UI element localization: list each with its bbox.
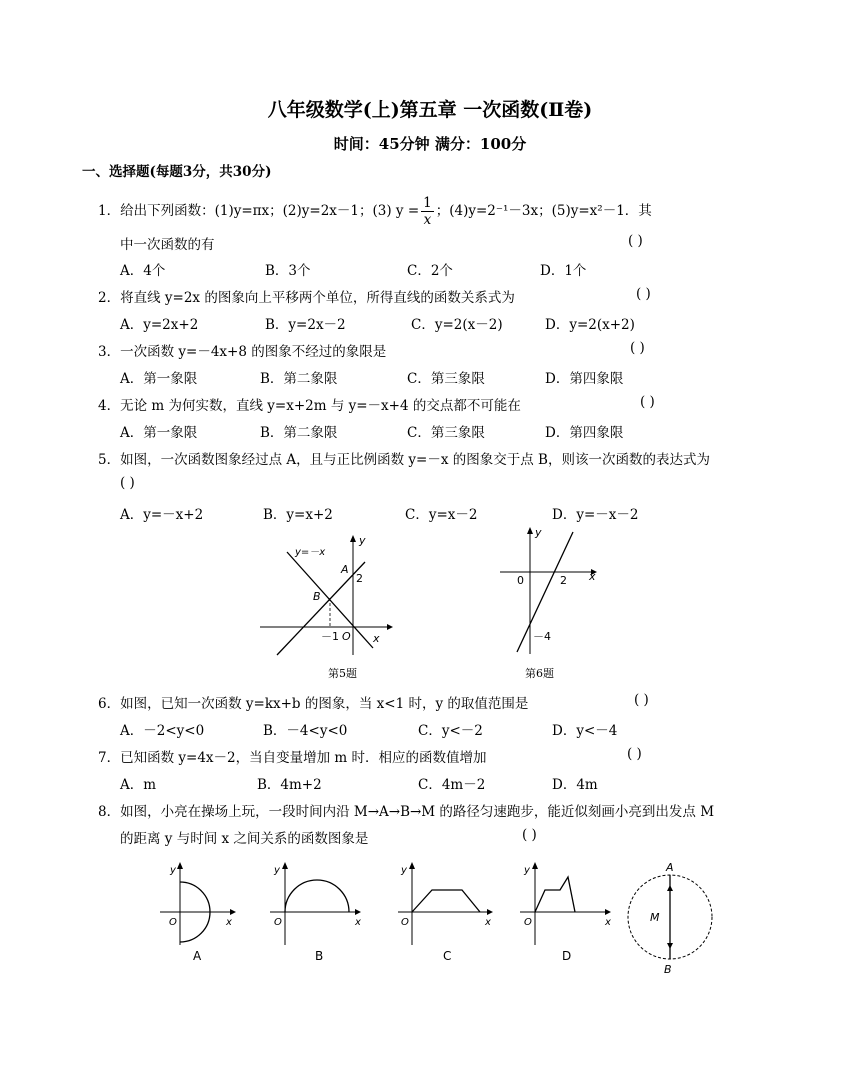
graph-curve <box>285 880 349 912</box>
graph-label: C <box>443 949 452 963</box>
graph-c <box>398 862 493 963</box>
question-text: 如图，小亮在操场上玩，一段时间内沿 M→A→B→M 的路径匀速跑步，能近似刻画小亮到出发点 M <box>120 804 715 820</box>
option-c: C．第三象限 <box>407 371 485 387</box>
graph-curve <box>535 877 575 912</box>
arrow-up-icon <box>667 885 673 891</box>
x-axis-label: x <box>589 570 596 583</box>
option-b: B．第二象限 <box>260 371 338 387</box>
answer-blank: ( ) <box>640 394 655 410</box>
figure-6-caption: 第6题 <box>525 667 554 680</box>
question-number: 6． <box>98 696 121 712</box>
option-a: A．y=－x+2 <box>120 507 204 523</box>
answer-blank: ( ) <box>522 827 537 843</box>
option-d: D．y<－4 <box>552 723 618 739</box>
question-8-line2: 的距离 y 与时间 x 之间关系的函数图象是 <box>120 831 369 847</box>
option-b: B．3个 <box>265 263 311 279</box>
exam-info: 时间：45分钟 满分：100分 <box>333 135 527 153</box>
question-5 <box>98 448 710 468</box>
graph-curve <box>412 890 480 912</box>
option-b: B．y=2x－2 <box>265 317 346 333</box>
figure-5 <box>255 530 395 660</box>
question-4 <box>98 394 521 414</box>
option-c: C．4m－2 <box>418 777 486 793</box>
question-text: 已知函数 y=4x－2，当自变量增加 m 时．相应的函数值增加 <box>120 750 487 766</box>
option-a: A．第一象限 <box>120 371 198 387</box>
question-6 <box>98 692 528 712</box>
page-title: 八年级数学(上)第五章 一次函数(Ⅱ卷) <box>267 99 593 121</box>
question-2 <box>98 286 515 306</box>
x-axis-label: x <box>226 917 232 928</box>
option-d: D．4m <box>552 777 598 793</box>
origin-label: O <box>401 917 409 928</box>
question-1 <box>98 195 652 228</box>
graph-d <box>520 862 611 963</box>
line-label: y=－x <box>295 547 326 558</box>
question-number: 7． <box>98 750 121 766</box>
tick-neg4-label: －4 <box>533 630 551 643</box>
question-text: 将直线 y=2x 的图象向上平移两个单位，所得直线的函数关系式为 <box>120 290 515 306</box>
origin-label: O <box>342 630 351 643</box>
origin-label: O <box>169 917 177 928</box>
question-7 <box>98 746 487 766</box>
option-d: D．y=2(x+2) <box>545 317 635 333</box>
y-axis-label: y <box>535 526 542 539</box>
point-B-label: B <box>664 963 672 976</box>
answer-blank: ( ) <box>628 233 643 249</box>
option-a: A．－2<y<0 <box>120 723 205 739</box>
answer-blank: ( ) <box>120 475 135 491</box>
answer-blank: ( ) <box>627 746 642 762</box>
section-heading: 一、选择题(每题3分，共30分) <box>82 164 272 180</box>
figure-6 <box>495 522 605 660</box>
option-c: C．y=x－2 <box>405 507 478 523</box>
option-a: A．第一象限 <box>120 425 198 441</box>
answer-blank: ( ) <box>630 340 645 356</box>
figure-8 <box>150 855 810 980</box>
option-b: B．4m+2 <box>257 777 322 793</box>
option-b: B．第二象限 <box>260 425 338 441</box>
question-number: 8． <box>98 804 121 820</box>
fraction <box>421 195 434 228</box>
question-text: 给出下列函数：(1)y=πx；(2)y=2x－1；(3) y = <box>120 203 420 219</box>
question-number: 5． <box>98 452 121 468</box>
point-B-label: B <box>313 590 321 603</box>
fraction-denominator: x <box>423 212 432 228</box>
question-8 <box>98 800 714 820</box>
x-axis-arrow <box>387 624 393 630</box>
y-axis-label: y <box>274 865 280 876</box>
answer-blank: ( ) <box>636 286 651 302</box>
option-a: A．y=2x+2 <box>120 317 199 333</box>
answer-blank: ( ) <box>634 692 649 708</box>
option-b: B．－4<y<0 <box>263 723 348 739</box>
question-text-cont: ；(4)y=2⁻¹－3x；(5)y=x²－1．其 <box>435 203 652 219</box>
point-M-label: M <box>650 911 660 924</box>
y-axis-label: y <box>359 534 366 547</box>
option-c: C．2个 <box>407 263 453 279</box>
option-d: D．1个 <box>540 263 587 279</box>
question-number: 2． <box>98 290 121 306</box>
option-b: B．y=x+2 <box>263 507 333 523</box>
question-text: 一次函数 y=－4x+8 的图象不经过的象限是 <box>120 344 387 360</box>
x-axis-label: x <box>373 632 380 645</box>
question-number: 3． <box>98 344 121 360</box>
option-a: A．4个 <box>120 263 166 279</box>
y-axis-arrow <box>527 527 533 534</box>
question-number: 4． <box>98 398 121 414</box>
x-axis-label: x <box>355 917 361 928</box>
graph-a <box>160 862 236 963</box>
fraction-numerator: 1 <box>423 195 432 211</box>
question-number: 1． <box>98 203 121 219</box>
tick-2-label: 2 <box>560 574 567 587</box>
origin-label: 0 <box>517 574 524 587</box>
y-axis-label: y <box>170 865 176 876</box>
point-A-label: A <box>341 563 349 576</box>
tick-neg1-label: －1 <box>321 630 339 643</box>
option-d: D．第四象限 <box>545 425 624 441</box>
figure-5-caption: 第5题 <box>328 667 357 680</box>
question-text: 如图，已知一次函数 y=kx+b 的图象，当 x<1 时，y 的取值范围是 <box>120 696 529 712</box>
arrow-down-icon <box>667 943 673 949</box>
graph-label: A <box>193 949 202 963</box>
origin-label: O <box>274 917 282 928</box>
tick-2-label: 2 <box>356 572 363 585</box>
option-c: C．y=2(x－2) <box>411 317 503 333</box>
graph-label: B <box>315 949 324 963</box>
graph-label: D <box>562 949 572 963</box>
option-c: C．y<－2 <box>418 723 483 739</box>
running-track-diagram <box>628 861 712 976</box>
question-text: 如图，一次函数图象经过点 A，且与正比例函数 y=－x 的图象交于点 B，则该一次函数的表达式为 <box>120 452 710 468</box>
point-A-label: A <box>666 861 674 874</box>
y-axis-label: y <box>524 865 530 876</box>
question-text: 无论 m 为何实数，直线 y=x+2m 与 y=－x+4 的交点都不可能在 <box>120 398 521 414</box>
x-axis-label: x <box>485 917 491 928</box>
option-d: D．y=－x－2 <box>552 507 639 523</box>
origin-label: O <box>524 917 532 928</box>
graph-b <box>270 862 361 963</box>
option-d: D．第四象限 <box>545 371 624 387</box>
option-a: A．m <box>120 777 157 793</box>
y-axis-arrow <box>350 535 356 542</box>
question-1-line2: 中一次函数的有 <box>120 237 215 253</box>
question-3 <box>98 340 386 360</box>
x-axis-label: x <box>605 917 611 928</box>
y-axis-label: y <box>401 865 407 876</box>
option-c: C．第三象限 <box>407 425 485 441</box>
